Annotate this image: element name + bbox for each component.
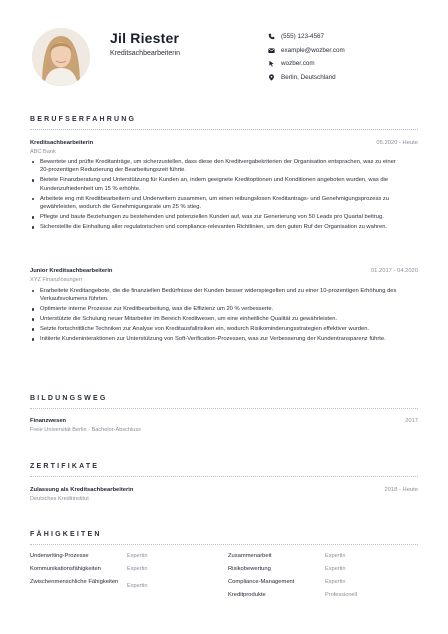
skills-divider [30, 544, 418, 545]
skill-name: Kreditprodukte [228, 592, 266, 598]
education-school: Freie Universität Berlin - Bachelor-Abschluss [30, 427, 141, 433]
education-heading: BILDUNGSWEG [30, 395, 108, 402]
list-item: Optimierte interne Prozesse zur Kreditbearbeitung, was die Effizienz um 20 % verbesserte. [30, 305, 400, 313]
candidate-name: Jil Riester [110, 30, 180, 46]
email-text[interactable]: example@wozber.com [281, 46, 345, 54]
skill-level: Professionell [325, 592, 358, 598]
skill-level: Expertin [127, 553, 148, 559]
certificate-issuer: Deutsches Kreditinstitut [30, 496, 89, 502]
profile-photo [32, 28, 90, 86]
skills-heading: FÄHIGKEITEN [30, 531, 102, 538]
job-2-title: Junior Kreditsachbearbeiterin [30, 268, 113, 274]
phone-icon [268, 33, 275, 40]
list-item: Arbeitete eng mit Kreditbearbeitern und Underwritern zusammen, um einen reibungslosen Kreditantrags- und Genehmigungsprozess zu gewährleisten, wodurch die Genehmigungsrate um 25 % stieg. [30, 195, 400, 212]
skill-item [30, 553, 220, 567]
contact-list [268, 30, 428, 84]
certificate-name: Zulassung als Kreditsachbearbeiterin [30, 487, 134, 493]
education-degree: Finanzwesen [30, 418, 67, 424]
certificates-divider [30, 476, 418, 477]
skill-item [228, 592, 418, 606]
list-item: Bewertete und prüfte Kreditanträge, um sicherzustellen, dass diese den Kreditvergabekriterien der Organisation entsprachen, was zu einer 20-prozentigen Reduzierung der Bearbeitungszeit führte. [30, 158, 400, 175]
skill-item [228, 566, 418, 580]
skill-level: Expertin [325, 566, 346, 572]
skill-name: Underwriting-Prozesse [30, 553, 89, 559]
contact-phone [268, 30, 428, 44]
skill-name: Risikobewertung [228, 566, 271, 572]
phone-text: (555) 123-4567 [281, 33, 325, 41]
job-1-company: ABC Bank [30, 149, 56, 155]
skill-item [228, 579, 418, 593]
list-item: Initiierte Kundeninteraktionen zur Unterstützung von Soft-Verification-Prozessen, was zur Verbesserung der Kundentransparenz führte. [30, 335, 400, 343]
candidate-title: Kreditsachbearbeiterin [110, 50, 181, 57]
skill-name: Zusammenarbeit [228, 553, 272, 559]
skill-name: Compliance-Management [228, 579, 295, 585]
education-year: 2017 [405, 418, 418, 424]
skill-level: Expertin [127, 566, 148, 572]
location-text: Berlin, Deutschland [281, 73, 336, 81]
list-item: Erarbeitete Kreditangebote, die die finanziellen Bedürfnisse der Kunden besser widerspiegelten und zu einer 10-prozentigen Erhöhung des Verkaufsvolumens führten. [30, 287, 400, 304]
list-item: Setzte fortschrittliche Techniken zur Analyse von Kreditausfallrisiken ein, wodurch Risikominderungsstrategien effektiver wurden. [30, 325, 400, 333]
job-1-dates: 05.2020 - Heute [376, 140, 418, 146]
skill-level: Expertin [325, 579, 346, 585]
skill-item [30, 579, 220, 593]
email-icon [268, 47, 275, 54]
contact-website [268, 57, 428, 71]
job-1-bullets [30, 158, 400, 233]
job-2-company: XYZ Finanzlösungen [30, 277, 82, 283]
skill-level: Expertin [325, 553, 346, 559]
job-2-dates: 01.2017 - 04.2020 [370, 268, 418, 274]
contact-email [268, 44, 428, 58]
skill-level: Expertin [127, 583, 148, 589]
list-item: Bietete Finanzberatung und Unterstützung für Kunden an, indem geeignete Kreditoptionen und Konditionen angeboten wurden, was die Kundenzufriedenheit um 15 % erhöhte. [30, 176, 400, 193]
experience-heading: BERUFSERFAHRUNG [30, 116, 137, 123]
certificate-dates: 2018 - Heute [384, 487, 418, 493]
certificates-heading: ZERTIFIKATE [30, 463, 100, 470]
list-item: Pflegte und baute Beziehungen zu bestehenden und potenziellen Kunden auf, was zur Generierung von 50 Leads pro Quartal beitrug. [30, 213, 400, 221]
job-2-bullets [30, 287, 400, 345]
skill-item [30, 566, 220, 580]
list-item: Sicherstellte die Einhaltung aller regulatorischen und compliance-relevanten Richtlinien, um den guten Ruf der Organisation zu wahren. [30, 223, 400, 231]
cursor-icon [268, 60, 275, 67]
website-text[interactable]: wozber.com [281, 60, 315, 68]
list-item: Unterstützte die Schulung neuer Mitarbeiter im Bereich Kreditwesen, um eine einheitliche Qualität zu gewährleisten. [30, 315, 400, 323]
education-divider [30, 408, 418, 409]
skill-name: Kommunikationsfähigkeiten [30, 566, 101, 572]
location-pin-icon [268, 74, 275, 81]
skill-name: Zwischenmenschliche Fähigkeiten [30, 579, 119, 585]
contact-location [268, 71, 428, 85]
job-1-title: Kreditsachbearbeiterin [30, 140, 94, 146]
skill-item [228, 553, 418, 567]
experience-divider [30, 129, 418, 130]
